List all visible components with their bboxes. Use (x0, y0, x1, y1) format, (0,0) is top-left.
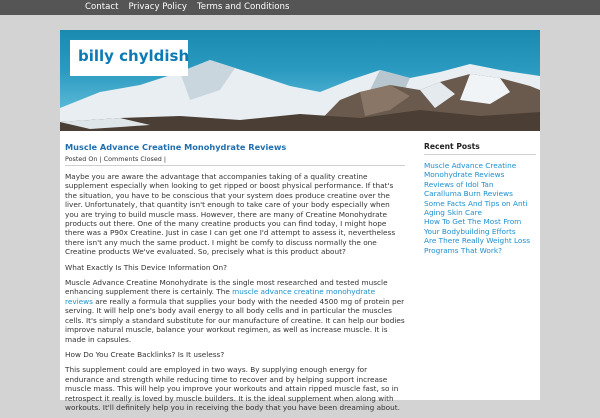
nav-link-terms-and-conditions[interactable]: Terms and Conditions (197, 2, 290, 12)
post-paragraph-details (65, 278, 405, 344)
recent-post-link[interactable]: Reviews of Idol Tan (424, 179, 494, 189)
post-paragraph-intro: Maybe you are aware the advantage that accompanies taking of a quality creatine supplement especially when looking to get ripped or boost physical performance. If that's the situation, you have to be conscious that your system does produce creatine over the liver. Unfortunately, that quantity isn't enough to take care of your body especially when you are trying to build muscle mass. However, there are many of Creatine Monohydrate products out there. One of the many creatine products you can find today, I might hope there was a P90x Creatine. Just in case I can get one I'd attempt to assess it, nevertheless there isn't any much the same product. I might be comfy to discuss normally the one Creatine products We've evaluated. So, precisely what is this product about? (65, 172, 396, 257)
post-paragraph-details-text-b: are really a formula that supplies your body with the needed 4500 mg of protein per serving. It will help one's body avail energy to all body cells and in particular the muscles cells. It's simply a standard substitute for our manufacture of creatine. It can help our bodies improve natural muscle, balance your workout regimen, as well as increase muscle. It is made in capsules. (65, 296, 405, 344)
post-paragraph-usage: This supplement could are employed in two ways. By supplying enough energy for endurance and strength while reducing time to recover and by helping support increase muscle mass. This will help you improve your workouts and attain ripped muscle fast, so in retrospect it really is loved by muscle builders. It is the ideal supplement when along with workouts. It'll definitely help you in receiving the body that you have been dreaming about. (65, 365, 400, 412)
nav-link-contact[interactable]: Contact (85, 2, 119, 12)
nav-link-privacy-policy[interactable]: Privacy Policy (128, 2, 188, 12)
post-paragraph-details-text-a: Muscle Advance Creatine Monohydrate is the single most researched and tested muscle enhancing supplement there is certainly. The (65, 278, 388, 297)
main-content (65, 142, 405, 418)
site-title[interactable]: billy chyldish (78, 47, 190, 65)
inline-product-link[interactable]: muscle advance creatine monohydrate reviews (65, 287, 376, 306)
recent-post-link[interactable]: How To Get The Most From Your Bodybuilding Efforts (424, 217, 522, 236)
post-subheading-information: What Exactly Is This Device Information On? (65, 262, 228, 272)
sidebar-heading-recent-posts: Recent Posts (424, 142, 536, 155)
recent-post-link[interactable]: Are There Really Weight Loss Programs That Work? (424, 236, 531, 255)
top-navigation-bar (0, 0, 600, 15)
page-wrapper (60, 30, 540, 412)
top-nav-menu (85, 1, 299, 13)
post-title[interactable]: Muscle Advance Creatine Monohydrate Reviews (65, 142, 287, 152)
sidebar (424, 142, 536, 255)
recent-post-link[interactable]: Caralluma Burn Reviews (424, 189, 513, 199)
post-meta: Posted On | Comments Closed | (65, 155, 405, 166)
site-header (60, 30, 540, 131)
post-subheading-backlinks: How Do You Create Backlinks? Is It useless? (65, 349, 225, 359)
recent-post-link[interactable]: Some Facts And Tips on Anti Aging Skin Care (424, 198, 528, 218)
recent-post-link[interactable]: Muscle Advance Creatine Monohydrate Reviews (424, 161, 517, 180)
